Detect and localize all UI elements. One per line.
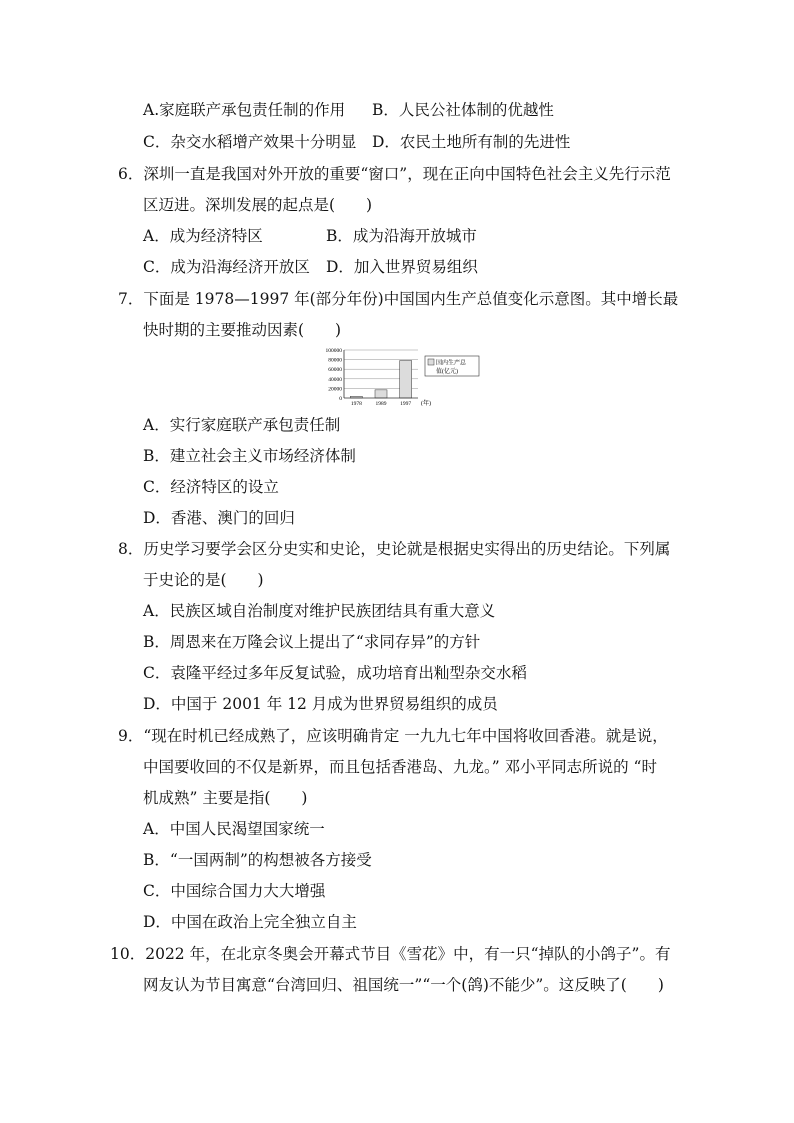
q5-option-b: B．人民公社体制的优越性 (372, 101, 554, 119)
y-tick-label: 40000 (328, 376, 342, 383)
q7-option-d: D．香港、澳门的回归 (143, 509, 295, 527)
chart-bars (350, 361, 411, 398)
q7-stem-line1: 7．下面是 1978—1997 年(部分年份)中国国内生产总值变化示意图。其中增长最 (118, 290, 679, 308)
q6-option-a: A．成为经济特区 (143, 227, 263, 245)
legend-label-line1: 国内生产总 (436, 360, 467, 367)
q5-option-c: C．杂交水稻增产效果十分明显 (143, 133, 357, 151)
q9-option-d: D．中国在政治上完全独立自主 (143, 913, 357, 931)
q7-option-a: A．实行家庭联产承包责任制 (143, 416, 341, 434)
q6-stem-line2: 区迈进。深圳发展的起点是( ) (143, 196, 373, 214)
q8-option-a: A．民族区域自治制度对维护民族团结具有重大意义 (143, 602, 496, 620)
q9-stem-line3: 机成熟” 主要是指( ) (143, 789, 308, 807)
y-tick-label: 80000 (328, 357, 342, 364)
q8-stem-line1: 8．历史学习要学会区分史实和史论，史论就是根据史实得出的历史结论。下列属 (118, 540, 671, 558)
q7-option-c: C．经济特区的设立 (143, 478, 279, 496)
y-tick-label: 100000 (325, 348, 342, 354)
q10-stem-line1: 10．2022 年，在北京冬奥会开幕式节目《雪花》中，有一只“掉队的小鸽子”。有 (110, 945, 671, 963)
q9-option-c: C．中国综合国力大大增强 (143, 882, 326, 900)
x-axis-unit: (年) (421, 401, 431, 406)
q6-option-b: B．成为沿海开放城市 (326, 227, 477, 245)
q9-option-a: A．中国人民渴望国家统一 (143, 820, 325, 838)
q7-stem-line2: 快时期的主要推动因素( ) (143, 321, 342, 339)
y-tick-label: 0 (339, 396, 342, 402)
q5-option-a: A.家庭联产承包责任制的作用 (143, 101, 346, 119)
bar-1989 (375, 390, 387, 398)
chart-y-ticks (326, 348, 343, 402)
y-tick-label: 20000 (328, 386, 342, 393)
q6-option-c: C．成为沿海经济开放区 (143, 258, 310, 276)
x-tick-label: 1978 (350, 401, 362, 406)
legend-label-line2: 值(亿元) (436, 369, 458, 375)
q10-stem-line2: 网友认为节目寓意“台湾回归、祖国统一”“一个(鸽)不能少”。这反映了( ) (143, 976, 664, 994)
q8-option-b: B．周恩来在万隆会议上提出了“求同存异”的方针 (143, 633, 481, 651)
q5-option-d: D．农民土地所有制的先进性 (372, 133, 571, 151)
legend-swatch (428, 359, 434, 365)
q7-option-b: B．建立社会主义市场经济体制 (143, 447, 356, 465)
x-tick-label: 1989 (375, 401, 387, 406)
q6-option-d: D．加入世界贸易组织 (326, 258, 478, 276)
x-tick-label: 1997 (400, 401, 412, 406)
y-tick-label: 60000 (328, 367, 342, 374)
q8-stem-line2: 于史论的是( ) (143, 571, 264, 589)
bar-1997 (400, 361, 412, 398)
chart-x-ticks (351, 401, 412, 406)
q8-option-d: D．中国于 2001 年 12 月成为世界贸易组织的成员 (143, 695, 498, 713)
q8-option-c: C．袁隆平经过多年反复试验，成功培育出籼型杂交水稻 (143, 664, 527, 682)
q9-stem-line1: 9．“现在时机已经成熟了，应该明确肯定 一九九七年中国将收回香港。就是说， (118, 727, 668, 745)
q9-option-b: B．“一国两制”的构想被各方接受 (143, 851, 372, 869)
q9-stem-line2: 中国要收回的不仅是新界，而且包括香港岛、九龙。” 邓小平同志所说的 “时 (143, 758, 657, 776)
gdp-bar-chart (308, 342, 488, 406)
q6-stem-line1: 6．深圳一直是我国对外开放的重要“窗口”，现在正向中国特色社会主义先行示范 (118, 165, 671, 183)
gdp-chart-svg (308, 342, 488, 406)
